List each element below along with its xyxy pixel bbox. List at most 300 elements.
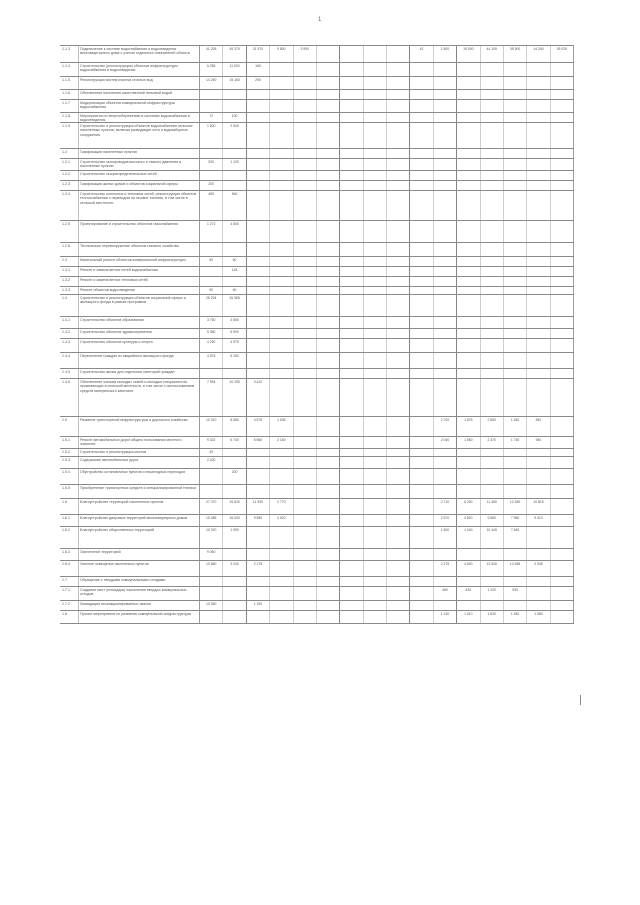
value-cell [457,277,480,286]
value-cell [551,295,574,316]
value-cell [504,100,527,112]
value-cell [294,417,317,436]
value-cell [294,577,317,586]
value-cell [247,171,270,180]
value-cell [247,257,270,266]
value-cell [200,100,223,112]
row-description: Строительство и реконструкция объектов водоснабжения сельских населенных пунктов, включая разводящие сети и водозаборные сооружения [78,123,200,148]
value-cell [270,257,293,266]
value-cell: 10 295 [223,379,246,416]
value-cell: 200 [200,181,223,190]
value-cell: 10 660 [200,561,223,576]
value-cell [551,277,574,286]
row-number: 1.4.5 [62,370,70,374]
row-number: 1.5.2 [62,450,70,454]
row-number: 1.1.8 [62,114,70,118]
value-cell [481,379,504,416]
value-cell [223,449,246,456]
row-description: Переселение граждан из аварийного жилищного фонда [78,353,200,368]
row-number: 1.8 [62,612,67,616]
value-cell: 14 250 [527,46,550,62]
value-cell [317,449,340,456]
value-cell [247,549,270,560]
value-cell [223,587,246,600]
table-row [60,89,574,99]
value-cell [504,221,527,242]
value-cell [387,339,410,352]
value-cell [457,90,480,99]
value-cell: 15 485 [200,515,223,526]
value-cell [317,243,340,256]
value-cell: 1 220 [481,587,504,600]
value-cell: 100 [223,113,246,122]
value-cell [527,587,550,600]
value-cell [364,601,387,610]
row-description: Реконструкция систем очистки сточных вод [78,77,200,89]
value-cell: 14 455 [504,561,527,576]
value-cell: 930 [504,587,527,600]
value-cell [410,379,433,416]
value-cell [317,379,340,416]
value-cell: 3 410 [247,379,270,416]
value-cell [410,561,433,576]
value-cell [551,181,574,190]
value-cell [270,577,293,586]
value-cell [364,181,387,190]
value-cell: 165 [247,63,270,76]
value-cell [457,369,480,378]
value-cell: 42 [410,46,433,62]
value-cell [294,149,317,158]
value-cell [317,549,340,560]
value-cell [223,149,246,158]
value-cell [340,587,363,600]
value-cell [270,171,293,180]
value-cell [527,449,550,456]
value-cell [457,469,480,484]
table-row [60,190,574,220]
value-cell [294,257,317,266]
value-cell [364,90,387,99]
row-description: Благоустройство общественных территорий [78,527,200,548]
table-row [60,242,574,256]
value-cell [223,485,246,498]
value-cell [410,499,433,514]
value-cell [294,295,317,316]
value-cell [364,277,387,286]
value-cell [317,339,340,352]
value-cell [200,587,223,600]
value-cell [200,485,223,498]
value-cell [551,449,574,456]
value-cell [387,123,410,148]
value-cell [434,77,457,89]
page-number-mark: 1 [318,17,322,23]
row-description: Ремонт автомобильных дорог общего пользования местного значения [78,437,200,448]
value-cell [364,287,387,294]
edge-mark [580,695,581,705]
value-cell [387,159,410,170]
value-cell [340,243,363,256]
table-row [60,514,574,526]
value-cell [527,277,550,286]
value-cell [387,149,410,158]
row-description: Уличное освещение населенных пунктов [78,561,200,576]
value-cell [434,287,457,294]
table-row [60,468,574,484]
value-cell: 1 730 [504,437,527,448]
table-row [60,352,574,368]
value-cell [247,123,270,148]
value-cell [481,63,504,76]
value-cell [527,191,550,220]
row-number: 1.5 [62,418,67,422]
value-cell: 31 570 [247,46,270,62]
value-cell [457,100,480,112]
value-cell [527,123,550,148]
value-cell [551,577,574,586]
value-cell [247,317,270,328]
row-description: Создание мест (площадок) накопления твердых коммунальных отходов [78,587,200,600]
value-cell [364,515,387,526]
value-cell [387,449,410,456]
table-row [60,416,574,436]
value-cell [551,317,574,328]
value-cell: 60 [223,257,246,266]
value-cell [527,113,550,122]
value-cell [527,171,550,180]
row-number: 1.3.1 [62,268,70,272]
row-description: Капитальный ремонт объектов коммунальной инфраструктуры [78,257,200,266]
row-description: Обеспечение жильем молодых семей и молодых специалистов, проживающих в сельской местности, в том числе с использованием средств материнского капитала [78,379,200,416]
value-cell: 72 [200,113,223,122]
value-cell [504,485,527,498]
value-cell [247,221,270,242]
value-cell [270,149,293,158]
value-cell [340,379,363,416]
table-row [60,448,574,456]
value-cell [270,449,293,456]
value-cell [410,243,433,256]
row-number: 1.2.2 [62,172,70,176]
row-number: 1.1.5 [62,78,70,82]
value-cell [457,191,480,220]
value-cell [551,353,574,368]
value-cell [434,171,457,180]
value-cell [481,113,504,122]
value-cell [364,159,387,170]
value-cell [434,243,457,256]
value-cell [317,46,340,62]
value-cell [247,485,270,498]
value-cell [481,317,504,328]
value-cell [294,437,317,448]
value-cell [387,221,410,242]
value-cell [270,181,293,190]
table-row [60,256,574,266]
value-cell [247,329,270,338]
value-cell [410,221,433,242]
value-cell [527,527,550,548]
value-cell [223,243,246,256]
row-description: Проектирование и строительство объектов газоснабжения [78,221,200,242]
row-number: 1.4.1 [62,318,70,322]
value-cell [294,587,317,600]
value-cell [457,257,480,266]
row-number: 1.7 [62,578,67,582]
value-cell [434,191,457,220]
data-table [60,45,574,624]
table-row [60,610,574,624]
value-cell [457,449,480,456]
value-cell [551,601,574,610]
value-cell: 90 [200,287,223,294]
table-row [60,328,574,338]
value-cell: 2 545 [527,561,550,576]
value-cell [481,369,504,378]
row-description: Строительство объектов здравоохранения [78,329,200,338]
value-cell [457,577,480,586]
value-cell [223,100,246,112]
table-row [60,338,574,352]
row-number: 1.1.6 [62,91,70,95]
value-cell [527,77,550,89]
value-cell [387,369,410,378]
table-row [60,526,574,548]
value-cell [410,295,433,316]
value-cell: 9 560 [481,515,504,526]
value-cell [481,339,504,352]
value-cell [270,611,293,623]
value-cell [481,123,504,148]
row-description: Строительство жилья для отдельных категорий граждан [78,369,200,378]
value-cell [294,123,317,148]
value-cell: 12 530 [504,499,527,514]
value-cell [504,77,527,89]
value-cell [200,469,223,484]
table-row [60,220,574,242]
value-cell: 2 040 [434,437,457,448]
value-cell [434,267,457,276]
row-description: Строительство объектов культуры и спорта [78,339,200,352]
row-description: Обеспечение населения качественной питьевой водой [78,90,200,99]
value-cell [387,295,410,316]
value-cell [481,295,504,316]
value-cell [270,63,293,76]
value-cell [364,339,387,352]
value-cell [410,577,433,586]
value-cell [200,267,223,276]
value-cell [270,159,293,170]
value-cell [294,549,317,560]
value-cell [247,181,270,190]
value-cell [294,63,317,76]
row-number: 1.1.4 [62,64,70,68]
value-cell: 3 990 [294,46,317,62]
value-cell [481,191,504,220]
value-cell [410,287,433,294]
value-cell [410,353,433,368]
value-cell [434,601,457,610]
value-cell [270,379,293,416]
value-cell [247,611,270,623]
value-cell [434,63,457,76]
value-cell [551,123,574,148]
value-cell [364,485,387,498]
value-cell [247,287,270,294]
value-cell [387,63,410,76]
row-number: 1.5.3 [62,458,70,462]
value-cell: 1 500 [434,527,457,548]
value-cell [223,181,246,190]
value-cell [387,515,410,526]
value-cell [223,577,246,586]
value-cell: 1 120 [223,159,246,170]
value-cell [434,457,457,468]
value-cell: 39 025 [551,46,574,62]
value-cell [410,159,433,170]
row-description: Строительство (реконструкция) объектов инфраструктуры водоснабжения и водоотведения [78,63,200,76]
row-description: Мероприятия по энергосбережению в системах водоснабжения и водоотведения [78,113,200,122]
value-cell [270,549,293,560]
value-cell [340,601,363,610]
value-cell [364,611,387,623]
row-description: Ликвидация несанкционированных свалок [78,601,200,610]
value-cell [457,123,480,148]
row-number: 1.3.3 [62,288,70,292]
value-cell [527,353,550,368]
row-description: Техническое перевооружение объектов газового хозяйства [78,243,200,256]
value-cell [457,267,480,276]
row-number: 1.5.1 [62,438,70,442]
value-cell [527,90,550,99]
value-cell [364,549,387,560]
value-cell [317,181,340,190]
value-cell: 10 445 [481,527,504,548]
value-cell [317,221,340,242]
row-number: 1.6.4 [62,562,70,566]
value-cell [247,577,270,586]
value-cell: 920 [200,159,223,170]
row-number: 1.2.1 [62,160,70,164]
value-cell [223,277,246,286]
value-cell [294,449,317,456]
value-cell [410,437,433,448]
value-cell [410,277,433,286]
value-cell [364,527,387,548]
value-cell [434,113,457,122]
value-cell [294,457,317,468]
value-cell [527,100,550,112]
value-cell [270,77,293,89]
value-cell [387,181,410,190]
value-cell [317,267,340,276]
row-description: Газификация населенных пунктов [78,149,200,158]
value-cell [410,317,433,328]
value-cell [410,417,433,436]
row-description: Строительство объектов образования [78,317,200,328]
table-row [60,548,574,560]
row-description: Модернизация объектов коммунальной инфраструктуры водоснабжения [78,100,200,112]
value-cell [340,369,363,378]
value-cell [223,171,246,180]
value-cell: 60 [223,287,246,294]
value-cell: 1 580 [527,611,550,623]
value-cell [387,243,410,256]
value-cell [410,485,433,498]
value-cell [481,457,504,468]
value-cell [527,469,550,484]
value-cell [317,499,340,514]
row-description: Благоустройство дворовых территорий многоквартирных домов [78,515,200,526]
value-cell [340,191,363,220]
value-cell [247,149,270,158]
value-cell [481,353,504,368]
value-cell [504,123,527,148]
value-cell [270,243,293,256]
value-cell: 3 040 [223,561,246,576]
value-cell: 12 540 [481,561,504,576]
value-cell [551,549,574,560]
table-row [60,99,574,112]
value-cell [270,221,293,242]
value-cell [364,437,387,448]
value-cell [270,369,293,378]
value-cell [317,353,340,368]
value-cell [340,63,363,76]
value-cell [317,485,340,498]
value-cell [340,171,363,180]
row-description: Строительство газопроводов высокого и низкого давления в населенных пунктах [78,159,200,170]
value-cell [270,123,293,148]
value-cell [457,339,480,352]
value-cell [504,181,527,190]
value-cell [410,515,433,526]
value-cell [364,329,387,338]
row-number: 1.6.3 [62,550,70,554]
table-row [60,45,574,62]
value-cell [270,100,293,112]
value-cell [410,149,433,158]
value-cell [457,181,480,190]
value-cell [387,257,410,266]
value-cell: 1 140 [434,611,457,623]
row-description: Содержание автомобильных дорог [78,457,200,468]
value-cell [527,457,550,468]
value-cell [504,113,527,122]
value-cell [317,587,340,600]
value-cell: 1 600 [200,123,223,148]
value-cell [527,243,550,256]
value-cell [551,469,574,484]
value-cell: 2 175 [434,561,457,576]
value-cell [504,149,527,158]
value-cell: 4 820 [457,515,480,526]
value-cell [247,457,270,468]
value-cell [364,267,387,276]
value-cell [294,181,317,190]
value-cell [317,149,340,158]
table-row [60,294,574,316]
row-number: 1.6 [62,500,67,504]
value-cell: 8 580 [223,417,246,436]
value-cell: 1 800 [434,46,457,62]
table-row [60,586,574,600]
row-number: 1.4.6 [62,380,70,384]
value-cell [270,601,293,610]
value-cell [340,181,363,190]
value-cell [364,469,387,484]
